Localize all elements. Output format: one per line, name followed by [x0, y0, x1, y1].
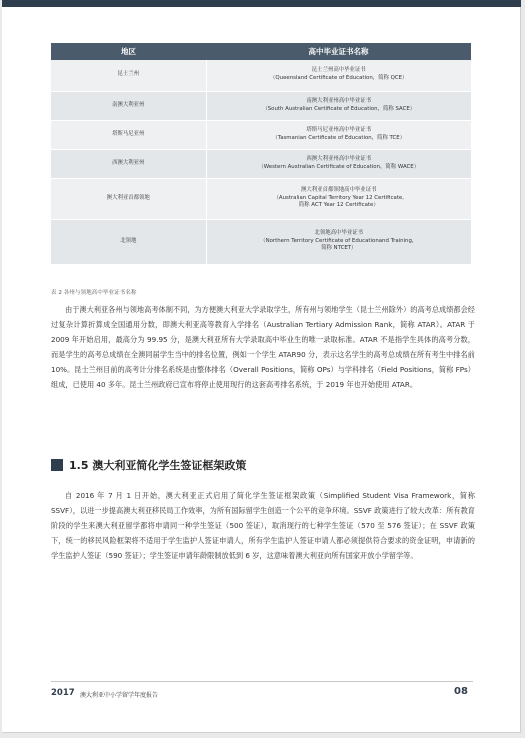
region-cell: 昆士兰州	[51, 60, 206, 91]
cert-line: （Western Australian Certificate of Education，简称 WACE）	[258, 163, 420, 170]
certificate-cell	[206, 178, 471, 219]
header-certificate: 高中毕业证书名称	[206, 43, 471, 60]
cert-line: （Northern Territory Certificate of Educationand Training，	[260, 237, 418, 244]
table-row	[51, 178, 471, 219]
footer-report-title: 澳大利亚中小学留学年度报告	[80, 692, 159, 699]
table-row	[51, 149, 471, 178]
cert-line: 西澳大利亚州高中毕业证书	[306, 155, 372, 162]
table-header-row	[51, 43, 471, 60]
cert-line: 昆士兰州高中毕业证书	[311, 67, 366, 74]
certificate-table	[51, 43, 471, 265]
cert-line: （South Australian Certificate of Education，简称 SACE）	[262, 105, 416, 112]
certificate-cell	[206, 60, 471, 91]
cert-line: 南澳大利亚州高中毕业证书	[306, 97, 372, 104]
cert-line: （Australian Capital Territory Year 12 Certificate,	[273, 194, 404, 201]
cert-line: 塔斯马尼亚州高中毕业证书	[306, 126, 372, 133]
table-row	[51, 91, 471, 120]
cert-line: 北领地高中毕业证书	[314, 229, 364, 236]
table-caption: 表 2 各州与领地高中毕业证书名称	[51, 290, 137, 296]
page	[2, 0, 521, 733]
page-number: 08	[454, 686, 468, 697]
certificate-cell	[206, 149, 471, 178]
footer-divider	[51, 681, 473, 682]
paragraph-atar: 由于澳大利亚各州与领地高考体制不同，为方便澳大利亚大学录取学生，所有州与领地学生（昆士兰州除外）的高考总成绩都会经过复杂计算折算成全国通用分数，即澳大利亚高等教育入学排名（Australian Tertiary Admission Rank，简称 ATAR）。ATAR 于 2009 年开始启用，最高分为 99.95 分，是澳大利亚所有大学录取高中毕业生的唯一录取标准。ATAR 不是指学生具体的高考分数，而是学生的高考总成绩在全澳同届学生当中的排名位置，例如一个学生 ATAR90 分，表示这名学生的高考总成绩在所有考生中排名前 10%。昆士兰州目前的高考计分排名系统是由整体排名（Overall Positions，简称 OPs）与学科排名（Field Positions，简称 FPs）组成，已使用 40 多年。昆士兰州政府已宣布将停止使用现行的这套高考排名系统，于 2019 年也开始使用 ATAR。	[51, 305, 475, 389]
cert-line: （Queensland Certificate of Education，简称 QCE）	[270, 75, 408, 82]
region-cell: 塔斯马尼亚州	[51, 120, 206, 149]
certificate-cell	[206, 91, 471, 120]
section-marker-icon	[51, 459, 63, 471]
region-cell: 西澳大利亚州	[51, 149, 206, 178]
cert-line: （Tasmanian Certificate of Education，简称 TCE）	[272, 134, 406, 141]
paragraph-ssvf: 自 2016 年 7 月 1 日开始，澳大利亚正式启用了简化学生签证框架政策（Simplified Student Visa Framework，简称 SSVF），以进一步提高澳大利亚移民局工作效率，为所有国际留学生创造一个公平的竞争环境。SSVF 政策进行了较大改革：所有教育阶段的学生来澳大利亚留学都将申请同一种学生签证（500 签证），取消现行的七种学生签证（570 至 576 签证）；在 SSVF 政策下，统一的移民风险框架将不适用于学生监护人签证申请人，所有学生监护人签证申请人都必须提供符合要求的资金证明，申请新的学生监护人签证（590 签证）；学生签证申请年龄限制放低到 6 岁，这意味着澳大利亚向所有国家开放小学留学等。	[51, 491, 475, 560]
cert-line: 澳大利亚首都领地高中毕业证书	[301, 186, 377, 193]
table-row	[51, 60, 471, 91]
certificate-cell	[206, 120, 471, 149]
section-title: 1.5 澳大利亚简化学生签证框架政策	[69, 459, 247, 472]
cert-line: 简称 ACT Year 12 Certificate）	[298, 202, 379, 209]
cert-line: 简称 NTCET）	[321, 245, 357, 252]
footer-year: 2017	[51, 688, 75, 698]
table-row	[51, 120, 471, 149]
certificate-cell	[206, 219, 471, 264]
top-bar	[2, 0, 521, 7]
region-cell: 南澳大利亚州	[51, 91, 206, 120]
header-region: 地区	[51, 43, 206, 60]
region-cell: 北领地	[51, 219, 206, 264]
table-row	[51, 219, 471, 264]
region-cell: 澳大利亚首都领地	[51, 178, 206, 219]
